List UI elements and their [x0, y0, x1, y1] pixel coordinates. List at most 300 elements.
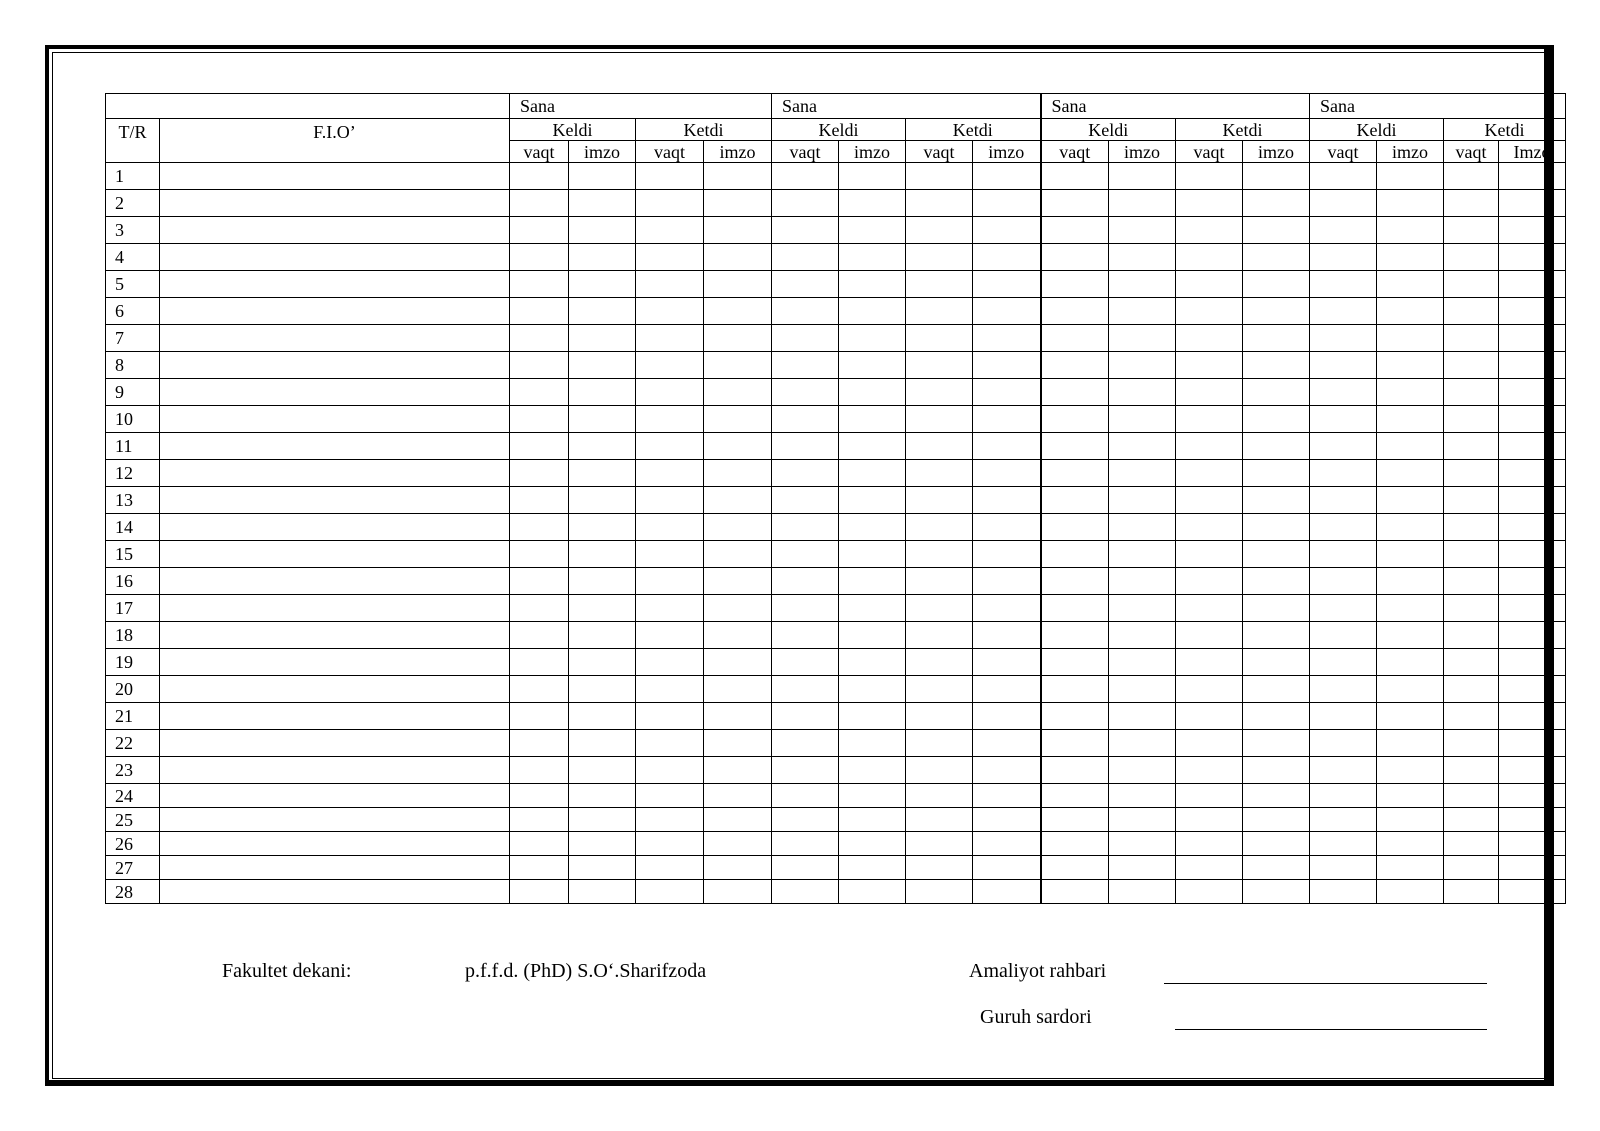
imzo-cell[interactable] [1243, 832, 1310, 856]
vaqt-cell[interactable] [1176, 703, 1243, 730]
imzo-cell[interactable] [839, 163, 906, 190]
vaqt-cell[interactable] [1310, 757, 1377, 784]
fio-cell[interactable] [160, 271, 510, 298]
vaqt-cell[interactable] [906, 541, 973, 568]
imzo-cell[interactable] [1377, 622, 1444, 649]
vaqt-cell[interactable] [1444, 379, 1499, 406]
vaqt-cell[interactable] [636, 217, 704, 244]
vaqt-cell[interactable] [1041, 784, 1109, 808]
imzo-cell[interactable] [704, 352, 772, 379]
fio-cell[interactable] [160, 622, 510, 649]
imzo-cell[interactable] [1499, 784, 1566, 808]
imzo-cell[interactable] [704, 244, 772, 271]
imzo-cell[interactable] [1499, 298, 1566, 325]
imzo-cell[interactable] [973, 757, 1041, 784]
imzo-cell[interactable] [569, 514, 636, 541]
vaqt-cell[interactable] [772, 379, 839, 406]
imzo-cell[interactable] [569, 757, 636, 784]
vaqt-cell[interactable] [510, 406, 569, 433]
vaqt-cell[interactable] [1444, 832, 1499, 856]
vaqt-cell[interactable] [1041, 880, 1109, 904]
vaqt-cell[interactable] [1310, 514, 1377, 541]
vaqt-cell[interactable] [906, 676, 973, 703]
vaqt-cell[interactable] [772, 856, 839, 880]
imzo-cell[interactable] [839, 298, 906, 325]
imzo-cell[interactable] [569, 541, 636, 568]
vaqt-cell[interactable] [772, 595, 839, 622]
imzo-cell[interactable] [569, 298, 636, 325]
imzo-cell[interactable] [1109, 244, 1176, 271]
vaqt-cell[interactable] [1310, 832, 1377, 856]
imzo-cell[interactable] [1109, 271, 1176, 298]
vaqt-cell[interactable] [510, 487, 569, 514]
vaqt-cell[interactable] [1176, 649, 1243, 676]
vaqt-cell[interactable] [636, 568, 704, 595]
imzo-cell[interactable] [569, 703, 636, 730]
imzo-cell[interactable] [569, 379, 636, 406]
imzo-cell[interactable] [704, 808, 772, 832]
imzo-cell[interactable] [973, 460, 1041, 487]
vaqt-cell[interactable] [772, 352, 839, 379]
imzo-cell[interactable] [1499, 271, 1566, 298]
imzo-cell[interactable] [1243, 244, 1310, 271]
vaqt-cell[interactable] [906, 832, 973, 856]
imzo-cell[interactable] [973, 703, 1041, 730]
vaqt-cell[interactable] [1041, 808, 1109, 832]
vaqt-cell[interactable] [1176, 730, 1243, 757]
imzo-cell[interactable] [1499, 856, 1566, 880]
vaqt-cell[interactable] [906, 379, 973, 406]
vaqt-cell[interactable] [772, 808, 839, 832]
vaqt-cell[interactable] [1041, 460, 1109, 487]
vaqt-cell[interactable] [1310, 298, 1377, 325]
vaqt-cell[interactable] [906, 352, 973, 379]
imzo-cell[interactable] [1243, 541, 1310, 568]
vaqt-cell[interactable] [636, 460, 704, 487]
imzo-cell[interactable] [1377, 832, 1444, 856]
vaqt-cell[interactable] [1310, 703, 1377, 730]
vaqt-cell[interactable] [1041, 325, 1109, 352]
imzo-cell[interactable] [1377, 325, 1444, 352]
vaqt-cell[interactable] [636, 676, 704, 703]
vaqt-cell[interactable] [1041, 832, 1109, 856]
vaqt-cell[interactable] [510, 163, 569, 190]
vaqt-cell[interactable] [772, 832, 839, 856]
vaqt-cell[interactable] [906, 406, 973, 433]
imzo-cell[interactable] [1109, 595, 1176, 622]
imzo-cell[interactable] [1243, 568, 1310, 595]
fio-cell[interactable] [160, 784, 510, 808]
imzo-cell[interactable] [1377, 784, 1444, 808]
vaqt-cell[interactable] [510, 622, 569, 649]
imzo-cell[interactable] [839, 190, 906, 217]
imzo-cell[interactable] [1109, 325, 1176, 352]
imzo-cell[interactable] [1377, 190, 1444, 217]
imzo-cell[interactable] [704, 832, 772, 856]
vaqt-cell[interactable] [1176, 379, 1243, 406]
imzo-cell[interactable] [1243, 676, 1310, 703]
vaqt-cell[interactable] [1310, 649, 1377, 676]
imzo-cell[interactable] [1499, 433, 1566, 460]
vaqt-cell[interactable] [636, 433, 704, 460]
imzo-cell[interactable] [1377, 352, 1444, 379]
imzo-cell[interactable] [1499, 352, 1566, 379]
imzo-cell[interactable] [973, 514, 1041, 541]
vaqt-cell[interactable] [1176, 676, 1243, 703]
vaqt-cell[interactable] [1041, 244, 1109, 271]
vaqt-cell[interactable] [1444, 856, 1499, 880]
imzo-cell[interactable] [1109, 433, 1176, 460]
vaqt-cell[interactable] [1041, 271, 1109, 298]
imzo-cell[interactable] [839, 514, 906, 541]
vaqt-cell[interactable] [1444, 595, 1499, 622]
vaqt-cell[interactable] [510, 217, 569, 244]
imzo-cell[interactable] [1243, 808, 1310, 832]
vaqt-cell[interactable] [1444, 433, 1499, 460]
vaqt-cell[interactable] [636, 190, 704, 217]
imzo-cell[interactable] [704, 856, 772, 880]
imzo-cell[interactable] [569, 460, 636, 487]
fio-cell[interactable] [160, 379, 510, 406]
vaqt-cell[interactable] [1444, 460, 1499, 487]
fio-cell[interactable] [160, 730, 510, 757]
imzo-cell[interactable] [1109, 703, 1176, 730]
fio-cell[interactable] [160, 460, 510, 487]
imzo-cell[interactable] [1109, 622, 1176, 649]
imzo-cell[interactable] [569, 244, 636, 271]
imzo-cell[interactable] [1377, 298, 1444, 325]
imzo-cell[interactable] [1499, 649, 1566, 676]
vaqt-cell[interactable] [1176, 163, 1243, 190]
vaqt-cell[interactable] [510, 568, 569, 595]
vaqt-cell[interactable] [1444, 217, 1499, 244]
imzo-cell[interactable] [839, 541, 906, 568]
imzo-cell[interactable] [1499, 676, 1566, 703]
vaqt-cell[interactable] [510, 460, 569, 487]
imzo-cell[interactable] [1243, 595, 1310, 622]
vaqt-cell[interactable] [906, 460, 973, 487]
imzo-cell[interactable] [569, 880, 636, 904]
imzo-cell[interactable] [1243, 856, 1310, 880]
vaqt-cell[interactable] [1444, 541, 1499, 568]
vaqt-cell[interactable] [1310, 352, 1377, 379]
imzo-cell[interactable] [1243, 460, 1310, 487]
imzo-cell[interactable] [569, 163, 636, 190]
vaqt-cell[interactable] [1310, 217, 1377, 244]
vaqt-cell[interactable] [772, 568, 839, 595]
vaqt-cell[interactable] [510, 784, 569, 808]
vaqt-cell[interactable] [772, 541, 839, 568]
vaqt-cell[interactable] [1444, 649, 1499, 676]
fio-cell[interactable] [160, 244, 510, 271]
imzo-cell[interactable] [1499, 730, 1566, 757]
vaqt-cell[interactable] [1041, 217, 1109, 244]
vaqt-cell[interactable] [772, 433, 839, 460]
vaqt-cell[interactable] [1176, 433, 1243, 460]
fio-cell[interactable] [160, 352, 510, 379]
fio-cell[interactable] [160, 406, 510, 433]
imzo-cell[interactable] [1243, 217, 1310, 244]
imzo-cell[interactable] [1109, 487, 1176, 514]
vaqt-cell[interactable] [1444, 325, 1499, 352]
fio-cell[interactable] [160, 298, 510, 325]
imzo-cell[interactable] [569, 271, 636, 298]
imzo-cell[interactable] [839, 757, 906, 784]
vaqt-cell[interactable] [510, 757, 569, 784]
imzo-cell[interactable] [839, 433, 906, 460]
vaqt-cell[interactable] [1444, 880, 1499, 904]
vaqt-cell[interactable] [510, 595, 569, 622]
vaqt-cell[interactable] [772, 880, 839, 904]
imzo-cell[interactable] [1109, 568, 1176, 595]
vaqt-cell[interactable] [636, 352, 704, 379]
imzo-cell[interactable] [1109, 514, 1176, 541]
vaqt-cell[interactable] [636, 271, 704, 298]
fio-cell[interactable] [160, 487, 510, 514]
imzo-cell[interactable] [1377, 568, 1444, 595]
imzo-cell[interactable] [1243, 406, 1310, 433]
imzo-cell[interactable] [1377, 541, 1444, 568]
vaqt-cell[interactable] [1176, 271, 1243, 298]
imzo-cell[interactable] [839, 808, 906, 832]
vaqt-cell[interactable] [1176, 460, 1243, 487]
vaqt-cell[interactable] [1041, 856, 1109, 880]
vaqt-cell[interactable] [1041, 595, 1109, 622]
vaqt-cell[interactable] [906, 298, 973, 325]
imzo-cell[interactable] [1243, 325, 1310, 352]
imzo-cell[interactable] [1377, 730, 1444, 757]
imzo-cell[interactable] [1109, 649, 1176, 676]
vaqt-cell[interactable] [906, 568, 973, 595]
vaqt-cell[interactable] [1041, 352, 1109, 379]
vaqt-cell[interactable] [1041, 379, 1109, 406]
vaqt-cell[interactable] [1041, 541, 1109, 568]
imzo-cell[interactable] [569, 568, 636, 595]
vaqt-cell[interactable] [1041, 514, 1109, 541]
imzo-cell[interactable] [1109, 784, 1176, 808]
imzo-cell[interactable] [973, 352, 1041, 379]
imzo-cell[interactable] [1109, 676, 1176, 703]
fio-cell[interactable] [160, 856, 510, 880]
vaqt-cell[interactable] [1041, 298, 1109, 325]
imzo-cell[interactable] [1243, 514, 1310, 541]
imzo-cell[interactable] [704, 271, 772, 298]
vaqt-cell[interactable] [1041, 622, 1109, 649]
imzo-cell[interactable] [1243, 730, 1310, 757]
imzo-cell[interactable] [973, 217, 1041, 244]
fio-cell[interactable] [160, 808, 510, 832]
vaqt-cell[interactable] [510, 676, 569, 703]
fio-cell[interactable] [160, 514, 510, 541]
vaqt-cell[interactable] [636, 649, 704, 676]
vaqt-cell[interactable] [1310, 379, 1377, 406]
imzo-cell[interactable] [704, 406, 772, 433]
imzo-cell[interactable] [1499, 757, 1566, 784]
vaqt-cell[interactable] [772, 244, 839, 271]
imzo-cell[interactable] [704, 730, 772, 757]
vaqt-cell[interactable] [1176, 406, 1243, 433]
vaqt-cell[interactable] [1176, 298, 1243, 325]
imzo-cell[interactable] [973, 433, 1041, 460]
imzo-cell[interactable] [704, 163, 772, 190]
imzo-cell[interactable] [569, 487, 636, 514]
fio-cell[interactable] [160, 832, 510, 856]
imzo-cell[interactable] [1243, 757, 1310, 784]
vaqt-cell[interactable] [1041, 190, 1109, 217]
vaqt-cell[interactable] [1041, 406, 1109, 433]
vaqt-cell[interactable] [906, 808, 973, 832]
imzo-cell[interactable] [704, 595, 772, 622]
vaqt-cell[interactable] [636, 622, 704, 649]
imzo-cell[interactable] [1109, 379, 1176, 406]
vaqt-cell[interactable] [772, 784, 839, 808]
imzo-cell[interactable] [973, 880, 1041, 904]
vaqt-cell[interactable] [1310, 163, 1377, 190]
vaqt-cell[interactable] [906, 433, 973, 460]
imzo-cell[interactable] [1377, 217, 1444, 244]
vaqt-cell[interactable] [1444, 622, 1499, 649]
imzo-cell[interactable] [704, 487, 772, 514]
imzo-cell[interactable] [569, 406, 636, 433]
vaqt-cell[interactable] [510, 856, 569, 880]
vaqt-cell[interactable] [1310, 808, 1377, 832]
vaqt-cell[interactable] [1041, 433, 1109, 460]
vaqt-cell[interactable] [1444, 244, 1499, 271]
vaqt-cell[interactable] [1041, 757, 1109, 784]
imzo-cell[interactable] [1377, 379, 1444, 406]
vaqt-cell[interactable] [636, 298, 704, 325]
vaqt-cell[interactable] [772, 514, 839, 541]
imzo-cell[interactable] [973, 856, 1041, 880]
vaqt-cell[interactable] [1444, 784, 1499, 808]
vaqt-cell[interactable] [636, 541, 704, 568]
imzo-cell[interactable] [1377, 757, 1444, 784]
imzo-cell[interactable] [1377, 649, 1444, 676]
imzo-cell[interactable] [1499, 325, 1566, 352]
vaqt-cell[interactable] [1176, 487, 1243, 514]
imzo-cell[interactable] [1499, 487, 1566, 514]
imzo-cell[interactable] [1109, 163, 1176, 190]
vaqt-cell[interactable] [1310, 271, 1377, 298]
imzo-cell[interactable] [839, 856, 906, 880]
vaqt-cell[interactable] [636, 487, 704, 514]
vaqt-cell[interactable] [1041, 568, 1109, 595]
vaqt-cell[interactable] [1176, 622, 1243, 649]
vaqt-cell[interactable] [1310, 487, 1377, 514]
vaqt-cell[interactable] [906, 271, 973, 298]
imzo-cell[interactable] [569, 217, 636, 244]
vaqt-cell[interactable] [510, 808, 569, 832]
vaqt-cell[interactable] [906, 514, 973, 541]
imzo-cell[interactable] [1243, 190, 1310, 217]
fio-cell[interactable] [160, 163, 510, 190]
vaqt-cell[interactable] [772, 649, 839, 676]
imzo-cell[interactable] [839, 352, 906, 379]
imzo-cell[interactable] [973, 487, 1041, 514]
fio-cell[interactable] [160, 541, 510, 568]
vaqt-cell[interactable] [510, 190, 569, 217]
vaqt-cell[interactable] [636, 757, 704, 784]
imzo-cell[interactable] [1499, 880, 1566, 904]
vaqt-cell[interactable] [772, 676, 839, 703]
vaqt-cell[interactable] [1310, 460, 1377, 487]
imzo-cell[interactable] [973, 271, 1041, 298]
vaqt-cell[interactable] [1041, 163, 1109, 190]
vaqt-cell[interactable] [1310, 856, 1377, 880]
vaqt-cell[interactable] [510, 271, 569, 298]
imzo-cell[interactable] [569, 190, 636, 217]
imzo-cell[interactable] [1499, 406, 1566, 433]
imzo-cell[interactable] [1109, 352, 1176, 379]
vaqt-cell[interactable] [636, 880, 704, 904]
imzo-cell[interactable] [839, 568, 906, 595]
imzo-cell[interactable] [1243, 487, 1310, 514]
vaqt-cell[interactable] [1310, 244, 1377, 271]
vaqt-cell[interactable] [636, 703, 704, 730]
imzo-cell[interactable] [973, 784, 1041, 808]
vaqt-cell[interactable] [1176, 832, 1243, 856]
imzo-cell[interactable] [569, 649, 636, 676]
imzo-cell[interactable] [839, 784, 906, 808]
vaqt-cell[interactable] [636, 856, 704, 880]
imzo-cell[interactable] [1377, 676, 1444, 703]
imzo-cell[interactable] [973, 163, 1041, 190]
fio-cell[interactable] [160, 217, 510, 244]
vaqt-cell[interactable] [1041, 487, 1109, 514]
imzo-cell[interactable] [1499, 541, 1566, 568]
imzo-cell[interactable] [839, 325, 906, 352]
imzo-cell[interactable] [1499, 568, 1566, 595]
imzo-cell[interactable] [1499, 163, 1566, 190]
imzo-cell[interactable] [1377, 487, 1444, 514]
imzo-cell[interactable] [973, 832, 1041, 856]
vaqt-cell[interactable] [510, 433, 569, 460]
imzo-cell[interactable] [839, 244, 906, 271]
imzo-cell[interactable] [1109, 217, 1176, 244]
fio-cell[interactable] [160, 757, 510, 784]
imzo-cell[interactable] [973, 190, 1041, 217]
vaqt-cell[interactable] [1176, 856, 1243, 880]
imzo-cell[interactable] [569, 730, 636, 757]
imzo-cell[interactable] [973, 676, 1041, 703]
vaqt-cell[interactable] [1310, 433, 1377, 460]
vaqt-cell[interactable] [772, 190, 839, 217]
vaqt-cell[interactable] [1444, 568, 1499, 595]
imzo-cell[interactable] [704, 757, 772, 784]
imzo-cell[interactable] [1243, 703, 1310, 730]
imzo-cell[interactable] [1499, 460, 1566, 487]
imzo-cell[interactable] [569, 622, 636, 649]
imzo-cell[interactable] [1109, 460, 1176, 487]
imzo-cell[interactable] [1243, 649, 1310, 676]
imzo-cell[interactable] [1499, 595, 1566, 622]
imzo-cell[interactable] [1243, 433, 1310, 460]
imzo-cell[interactable] [839, 676, 906, 703]
vaqt-cell[interactable] [906, 190, 973, 217]
imzo-cell[interactable] [1109, 406, 1176, 433]
vaqt-cell[interactable] [1444, 676, 1499, 703]
imzo-cell[interactable] [1109, 808, 1176, 832]
imzo-cell[interactable] [1377, 271, 1444, 298]
vaqt-cell[interactable] [510, 379, 569, 406]
vaqt-cell[interactable] [1444, 271, 1499, 298]
vaqt-cell[interactable] [1310, 880, 1377, 904]
fio-cell[interactable] [160, 703, 510, 730]
vaqt-cell[interactable] [636, 832, 704, 856]
vaqt-cell[interactable] [906, 325, 973, 352]
imzo-cell[interactable] [973, 298, 1041, 325]
vaqt-cell[interactable] [636, 406, 704, 433]
